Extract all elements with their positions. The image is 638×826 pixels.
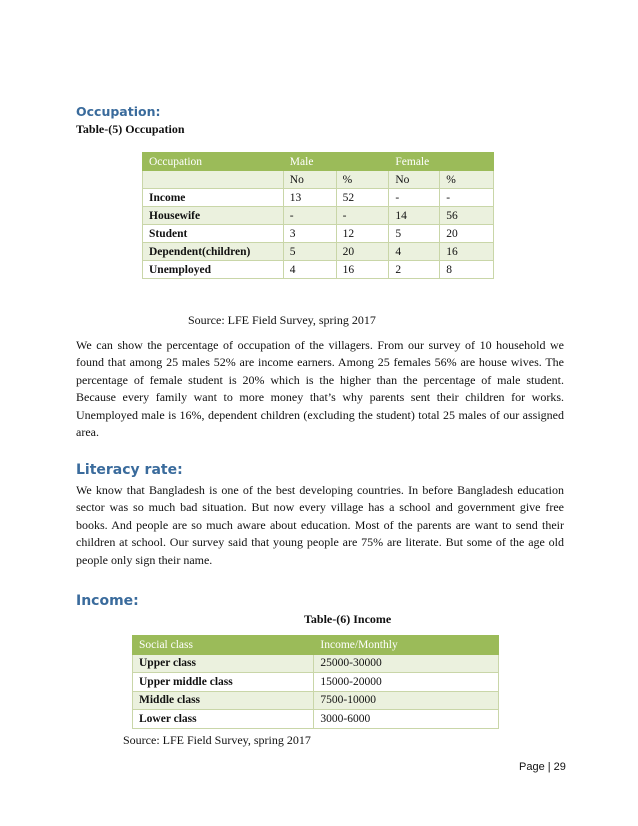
cell-male-pct: 16: [336, 261, 389, 279]
occupation-source: Source: LFE Field Survey, spring 2017: [188, 313, 376, 327]
row-label: Income: [143, 189, 284, 207]
header-income-monthly: Income/Monthly: [314, 636, 499, 655]
cell-female-no: -: [389, 189, 440, 207]
cell-male-pct: 52: [336, 189, 389, 207]
occupation-table-header-row: [143, 153, 494, 171]
table-row: [143, 243, 494, 261]
header-male: Male: [283, 153, 389, 171]
cell-female-no: 14: [389, 207, 440, 225]
cell-class: Lower class: [133, 710, 314, 729]
cell-male-no: 4: [283, 261, 336, 279]
cell-female-no: 4: [389, 243, 440, 261]
cell-income: 25000-30000: [314, 654, 499, 673]
page-number: Page | 29: [519, 761, 566, 773]
income-table: [132, 635, 499, 729]
cell-male-pct: 20: [336, 243, 389, 261]
cell-male-pct: 12: [336, 225, 389, 243]
table-row: [133, 654, 499, 673]
subheader-male-pct: %: [336, 171, 389, 189]
subheader-male-no: No: [283, 171, 336, 189]
row-label: Unemployed: [143, 261, 284, 279]
cell-male-no: -: [283, 207, 336, 225]
header-female: Female: [389, 153, 494, 171]
table-row: [143, 261, 494, 279]
income-table-caption: Table-(6) Income: [304, 612, 392, 626]
cell-class: Upper class: [133, 654, 314, 673]
cell-female-pct: 8: [440, 261, 494, 279]
cell-female-pct: -: [440, 189, 494, 207]
cell-class: Upper middle class: [133, 673, 314, 692]
income-source: Source: LFE Field Survey, spring 2017: [123, 733, 311, 747]
cell-income: 7500-10000: [314, 691, 499, 710]
table-row: [143, 207, 494, 225]
table-row: [133, 691, 499, 710]
header-occupation: Occupation: [143, 153, 284, 171]
cell-income: 15000-20000: [314, 673, 499, 692]
cell-male-no: 3: [283, 225, 336, 243]
cell-female-no: 2: [389, 261, 440, 279]
occupation-paragraph: We can show the percentage of occupation of the villagers. From our survey of 10 household we found that among 25 males 52% are income earners. Among 25 females 56% are house wives. The percentage of female student is 20% which is the higher than the percentage of male student. Because every family want to more money that’s why parents sent their children for works. Unemployed male is 16%, dependent children (excluding the student) total 25 males of our assigned area.: [76, 338, 564, 440]
cell-female-pct: 16: [440, 243, 494, 261]
occupation-table-caption: Table-(5) Occupation: [76, 122, 185, 136]
occupation-heading: Occupation:: [76, 104, 161, 119]
row-label: Dependent(children): [143, 243, 284, 261]
cell-male-no: 5: [283, 243, 336, 261]
cell-female-pct: 20: [440, 225, 494, 243]
table-row: [143, 189, 494, 207]
cell-female-no: 5: [389, 225, 440, 243]
table-row: [143, 225, 494, 243]
cell-class: Middle class: [133, 691, 314, 710]
table-row: [133, 673, 499, 692]
cell-female-pct: 56: [440, 207, 494, 225]
row-label: Housewife: [143, 207, 284, 225]
literacy-paragraph: We know that Bangladesh is one of the best developing countries. In before Bangladesh education sector was so much bad situation. But now every village has a school and government give free books. And people are so much aware about education. Most of the parents are want to send their children at school. Our survey said that young people are 75% are literate. But some of the age old people only sign their name.: [76, 483, 564, 567]
income-heading: Income:: [76, 593, 139, 609]
occupation-table: [142, 152, 494, 279]
income-table-header-row: [133, 636, 499, 655]
cell-income: 3000-6000: [314, 710, 499, 729]
row-label: Student: [143, 225, 284, 243]
occupation-table-subheader-row: [143, 171, 494, 189]
table-row: [133, 710, 499, 729]
literacy-heading: Literacy rate:: [76, 462, 183, 478]
subheader-female-no: No: [389, 171, 440, 189]
cell-male-no: 13: [283, 189, 336, 207]
header-social-class: Social class: [133, 636, 314, 655]
cell-male-pct: -: [336, 207, 389, 225]
subheader-female-pct: %: [440, 171, 494, 189]
